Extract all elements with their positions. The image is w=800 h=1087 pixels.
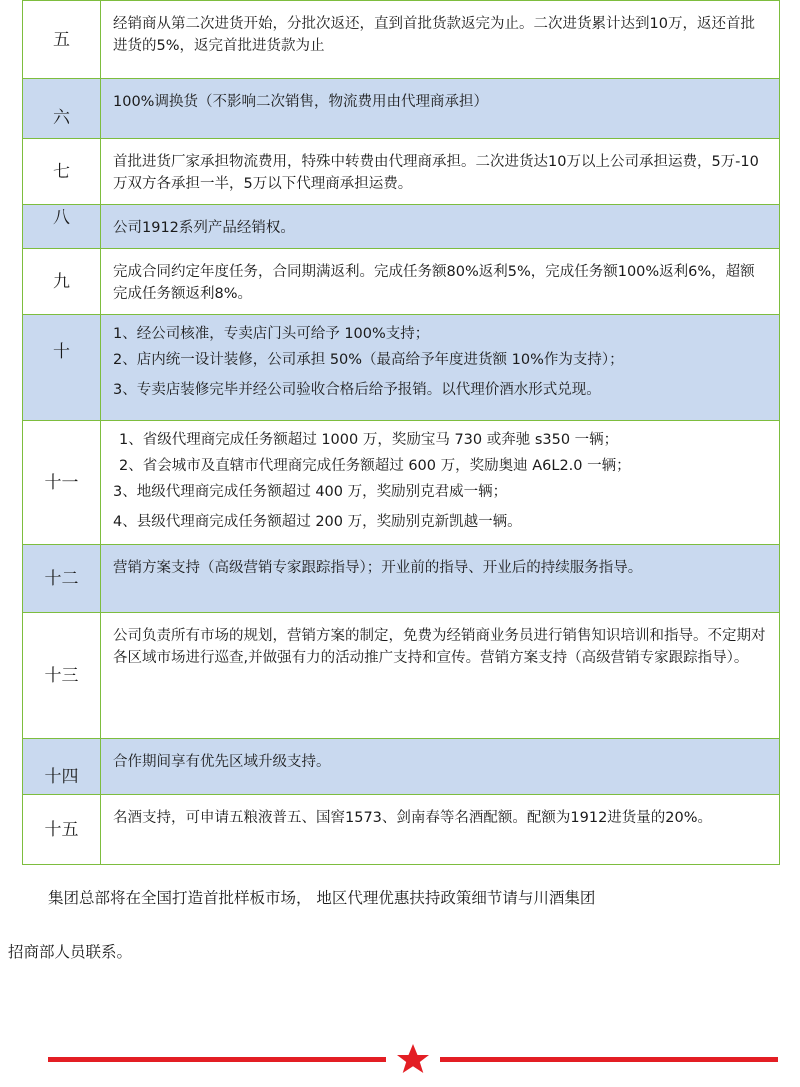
row-text: 经销商从第二次进货开始，分批次返还，直到首批货款返完为止。二次进货累计达到10万，返还首批进货的5%，返完首批进货款为止 [113, 16, 755, 54]
table-row [23, 205, 780, 249]
row-content [101, 421, 780, 545]
row-number: 九 [23, 249, 101, 315]
row-content [101, 315, 780, 421]
row-text: 2、省会城市及直辖市代理商完成任务额超过 600 万，奖励奥迪 A6L2.0 一辆； [119, 458, 631, 474]
row-text: 1、经公司核准，专卖店门头可给予 100%支持； [113, 326, 430, 342]
row-text: 首批进货厂家承担物流费用，特殊中转费由代理商承担。二次进货达10万以上公司承担运费，5万-10万双方各承担一半，5万以下代理商承担运费。 [113, 154, 759, 192]
star-icon [397, 1044, 429, 1073]
row-text: 2、店内统一设计装修，公司承担 50%（最高给予年度进货额 10%作为支持）； [113, 352, 624, 368]
footer-paragraph: 集团总部将在全国打造首批样板市场， 地区代理优惠扶持政策细节请与川酒集团 [48, 889, 596, 907]
row-text: 营销方案支持（高级营销专家跟踪指导）；开业前的指导、开业后的持续服务指导。 [113, 560, 643, 576]
row-content [101, 613, 780, 739]
row-number: 七 [23, 139, 101, 205]
table-row [23, 739, 780, 795]
row-number: 十 [23, 315, 101, 421]
row-content [101, 139, 780, 205]
row-content [101, 1, 780, 79]
row-content [101, 79, 780, 139]
row-text: 100%调换货（不影响二次销售，物流费用由代理商承担） [113, 94, 488, 110]
row-number: 八 [23, 205, 101, 249]
row-text: 公司负责所有市场的规划，营销方案的制定，免费为经销商业务员进行销售知识培训和指导。不定期对各区域市场进行巡查,并做强有力的活动推广支持和宣传。营销方案支持（高级营销专家跟踪指导）。 [113, 628, 766, 666]
row-content [101, 739, 780, 795]
divider-line-right [440, 1057, 778, 1062]
table-row [23, 1, 780, 79]
table-row [23, 79, 780, 139]
row-number: 十五 [23, 795, 101, 865]
row-text: 公司1912系列产品经销权。 [113, 220, 295, 236]
red-star-divider [48, 1040, 778, 1080]
row-number: 六 [23, 79, 101, 139]
row-text: 1、省级代理商完成任务额超过 1000 万，奖励宝马 730 或奔驰 s350 一辆； [119, 432, 619, 448]
table-row [23, 545, 780, 613]
row-content [101, 249, 780, 315]
footer-paragraph-continuation: 招商部人员联系。 [8, 943, 133, 961]
row-content [101, 205, 780, 249]
row-text: 完成合同约定年度任务，合同期满返利。完成任务额80%返利5%，完成任务额100%返利6%，超额完成任务额返利8%。 [113, 264, 755, 302]
table-row [23, 795, 780, 865]
table-row [23, 315, 780, 421]
row-text: 4、县级代理商完成任务额超过 200 万，奖励别克新凯越一辆。 [113, 514, 522, 530]
row-number: 十二 [23, 545, 101, 613]
row-number: 十一 [23, 421, 101, 545]
row-number: 五 [23, 1, 101, 79]
table-row [23, 139, 780, 205]
row-text: 合作期间享有优先区域升级支持。 [113, 754, 331, 770]
table-row [23, 249, 780, 315]
policy-table [22, 0, 780, 865]
row-number: 十三 [23, 613, 101, 739]
row-content [101, 545, 780, 613]
row-text: 3、地级代理商完成任务额超过 400 万，奖励别克君威一辆； [113, 484, 508, 500]
row-text: 3、专卖店装修完毕并经公司验收合格后给予报销。以代理价酒水形式兑现。 [113, 382, 601, 398]
divider-line-left [48, 1057, 386, 1062]
table-row [23, 421, 780, 545]
row-content [101, 795, 780, 865]
row-number: 十四 [23, 739, 101, 795]
row-text: 名酒支持，可申请五粮液普五、国窖1573、剑南春等名酒配额。配额为1912进货量的20%。 [113, 810, 713, 826]
table-row [23, 613, 780, 739]
